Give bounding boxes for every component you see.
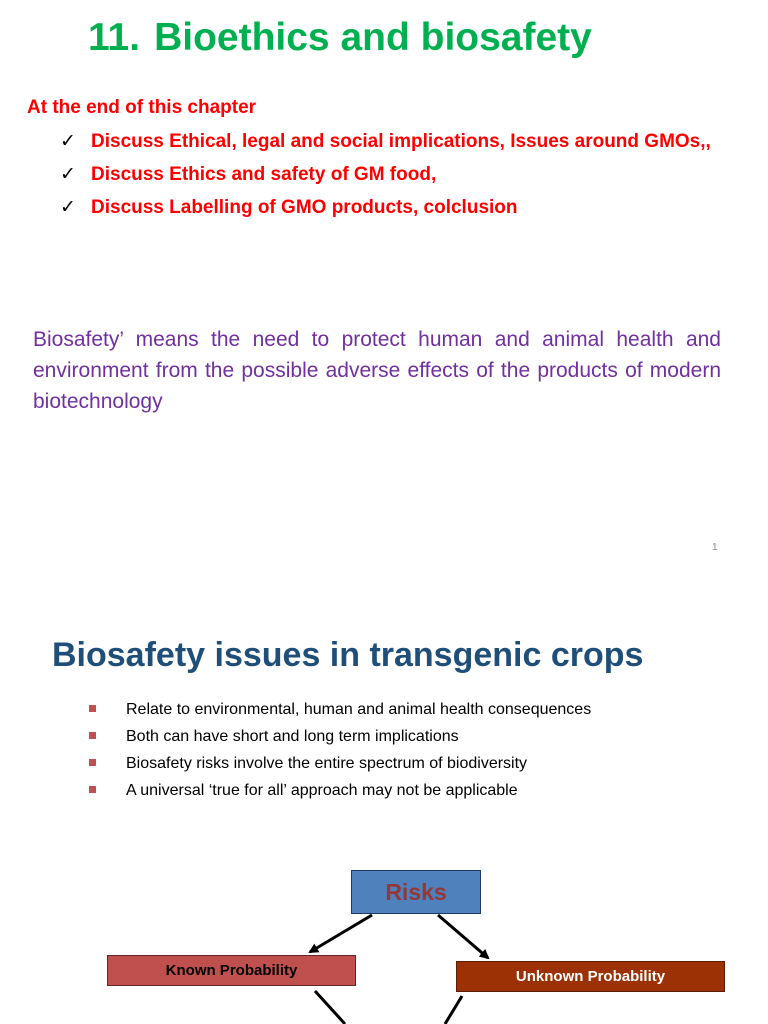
list-item-text: Biosafety risks involve the entire spectrum of biodiversity xyxy=(126,755,528,772)
objectives-list xyxy=(60,128,746,227)
biosafety-definition: Biosafety’ means the need to protect human and animal health and environment from the possible adverse effects of the products of modern biotechnology xyxy=(33,328,721,413)
known-probability-box: Known Probability xyxy=(107,955,356,986)
objective-text: Discuss Ethics and safety of GM food, xyxy=(91,164,437,185)
objective-text: Discuss Labelling of GMO products, colclusion xyxy=(91,197,518,218)
list-item-text: A universal ‘true for all’ approach may not be applicable xyxy=(126,782,518,799)
objective-item xyxy=(60,161,746,189)
slide-1-title-text: Bioethics and biosafety xyxy=(154,16,592,59)
checkmark-icon: ✓ xyxy=(60,131,76,152)
objective-item xyxy=(60,128,746,156)
objectives-heading: At the end of this chapter xyxy=(27,97,257,118)
list-item-text: Both can have short and long term implications xyxy=(126,728,459,745)
slide-1-title-number: 11. xyxy=(88,16,141,59)
list-item-text: Relate to environmental, human and animal health consequences xyxy=(126,701,592,718)
page-number: 1 xyxy=(712,542,718,553)
connector-line-left xyxy=(315,991,345,1024)
arrow-to-unknown xyxy=(438,915,488,958)
slide-2 xyxy=(0,600,768,1024)
slide-1-title xyxy=(88,16,592,60)
checkmark-icon: ✓ xyxy=(60,164,76,185)
objective-item xyxy=(60,194,746,222)
unknown-probability-box: Unknown Probability xyxy=(456,961,725,992)
risks-box: Risks xyxy=(351,870,481,914)
objective-text: Discuss Ethical, legal and social implications, Issues around GMOs,, xyxy=(91,131,711,152)
connector-line-right xyxy=(445,996,462,1024)
arrow-to-known xyxy=(310,915,372,952)
checkmark-icon: ✓ xyxy=(60,197,76,218)
slide-2-title: Biosafety issues in transgenic crops xyxy=(52,636,644,674)
